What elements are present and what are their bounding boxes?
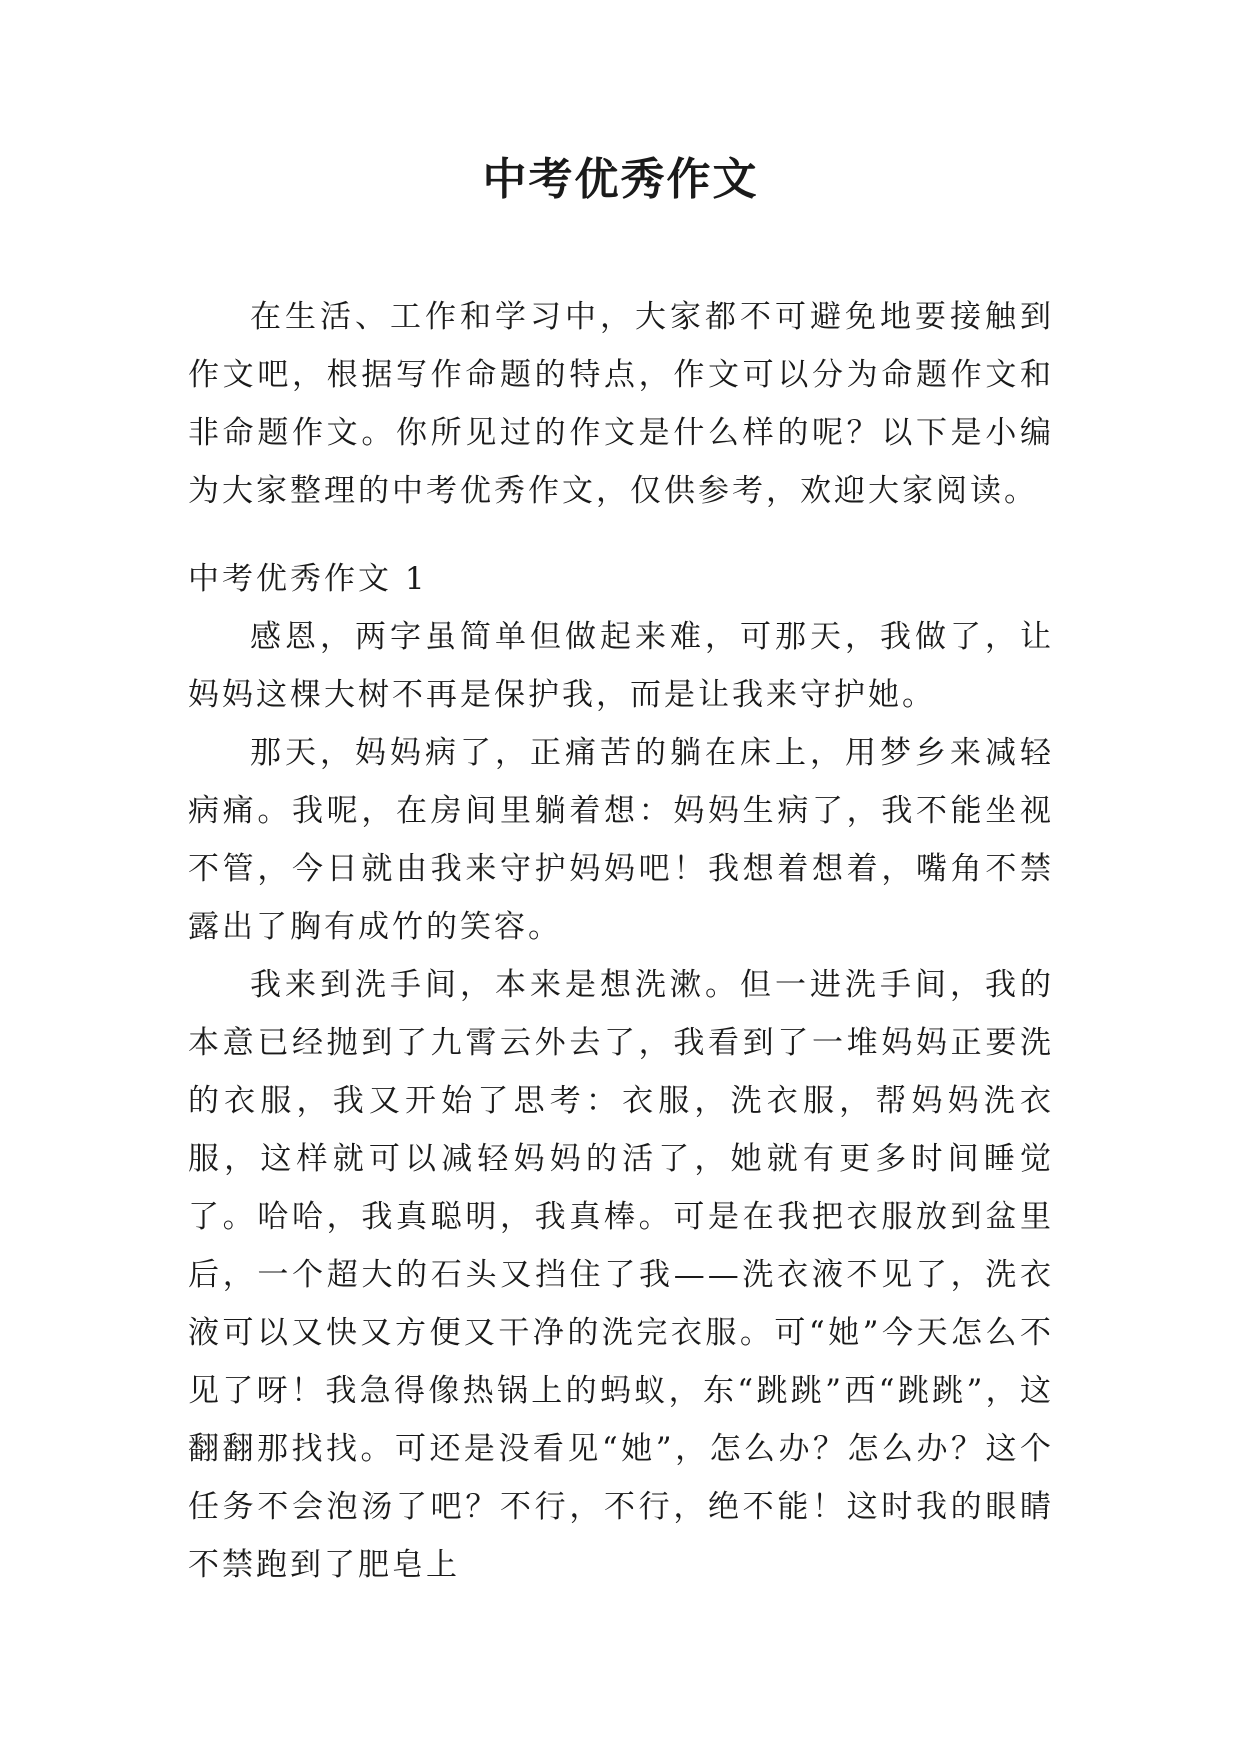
document-title: 中考优秀作文 [482, 154, 759, 205]
body-paragraph-1: 感恩，两字虽简单但做起来难，可那天，我做了，让妈妈这棵大树不再是保护我，而是让我来守护她。 [188, 619, 1054, 713]
body-paragraph-2: 那天，妈妈病了，正痛苦的躺在床上，用梦乡来减轻病痛。我呢，在房间里躺着想：妈妈生病了，我不能坐视不管，今日就由我来守护妈妈吧！我想着想着，嘴角不禁露出了胸有成竹的笑容。 [188, 735, 1054, 945]
document-body [188, 288, 1054, 1594]
intro-paragraph: 在生活、工作和学习中，大家都不可避免地要接触到作文吧，根据写作命题的特点，作文可以分为命题作文和非命题作文。你所见过的作文是什么样的呢？以下是小编为大家整理的中考优秀作文，仅供参考，欢迎大家阅读。 [188, 299, 1054, 509]
body-paragraph-3: 我来到洗手间，本来是想洗漱。但一进洗手间，我的本意已经抛到了九霄云外去了，我看到了一堆妈妈正要洗的衣服，我又开始了思考：衣服，洗衣服，帮妈妈洗衣服，这样就可以减轻妈妈的活了，她就有更多时间睡觉了。哈哈，我真聪明，我真棒。可是在我把衣服放到盆里后，一个超大的石头又挡住了我——洗衣液不见了，洗衣液可以又快又方便又干净的洗完衣服。可“她”今天怎么不见了呀！我急得像热锅上的蚂蚁，东“跳跳”西“跳跳”，这翻翻那找找。可还是没看见“她”，怎么办？怎么办？这个任务不会泡汤了吧？不行，不行，绝不能！这时我的眼睛不禁跑到了肥皂上 [188, 967, 1054, 1583]
section-heading: 中考优秀作文 1 [188, 561, 428, 597]
